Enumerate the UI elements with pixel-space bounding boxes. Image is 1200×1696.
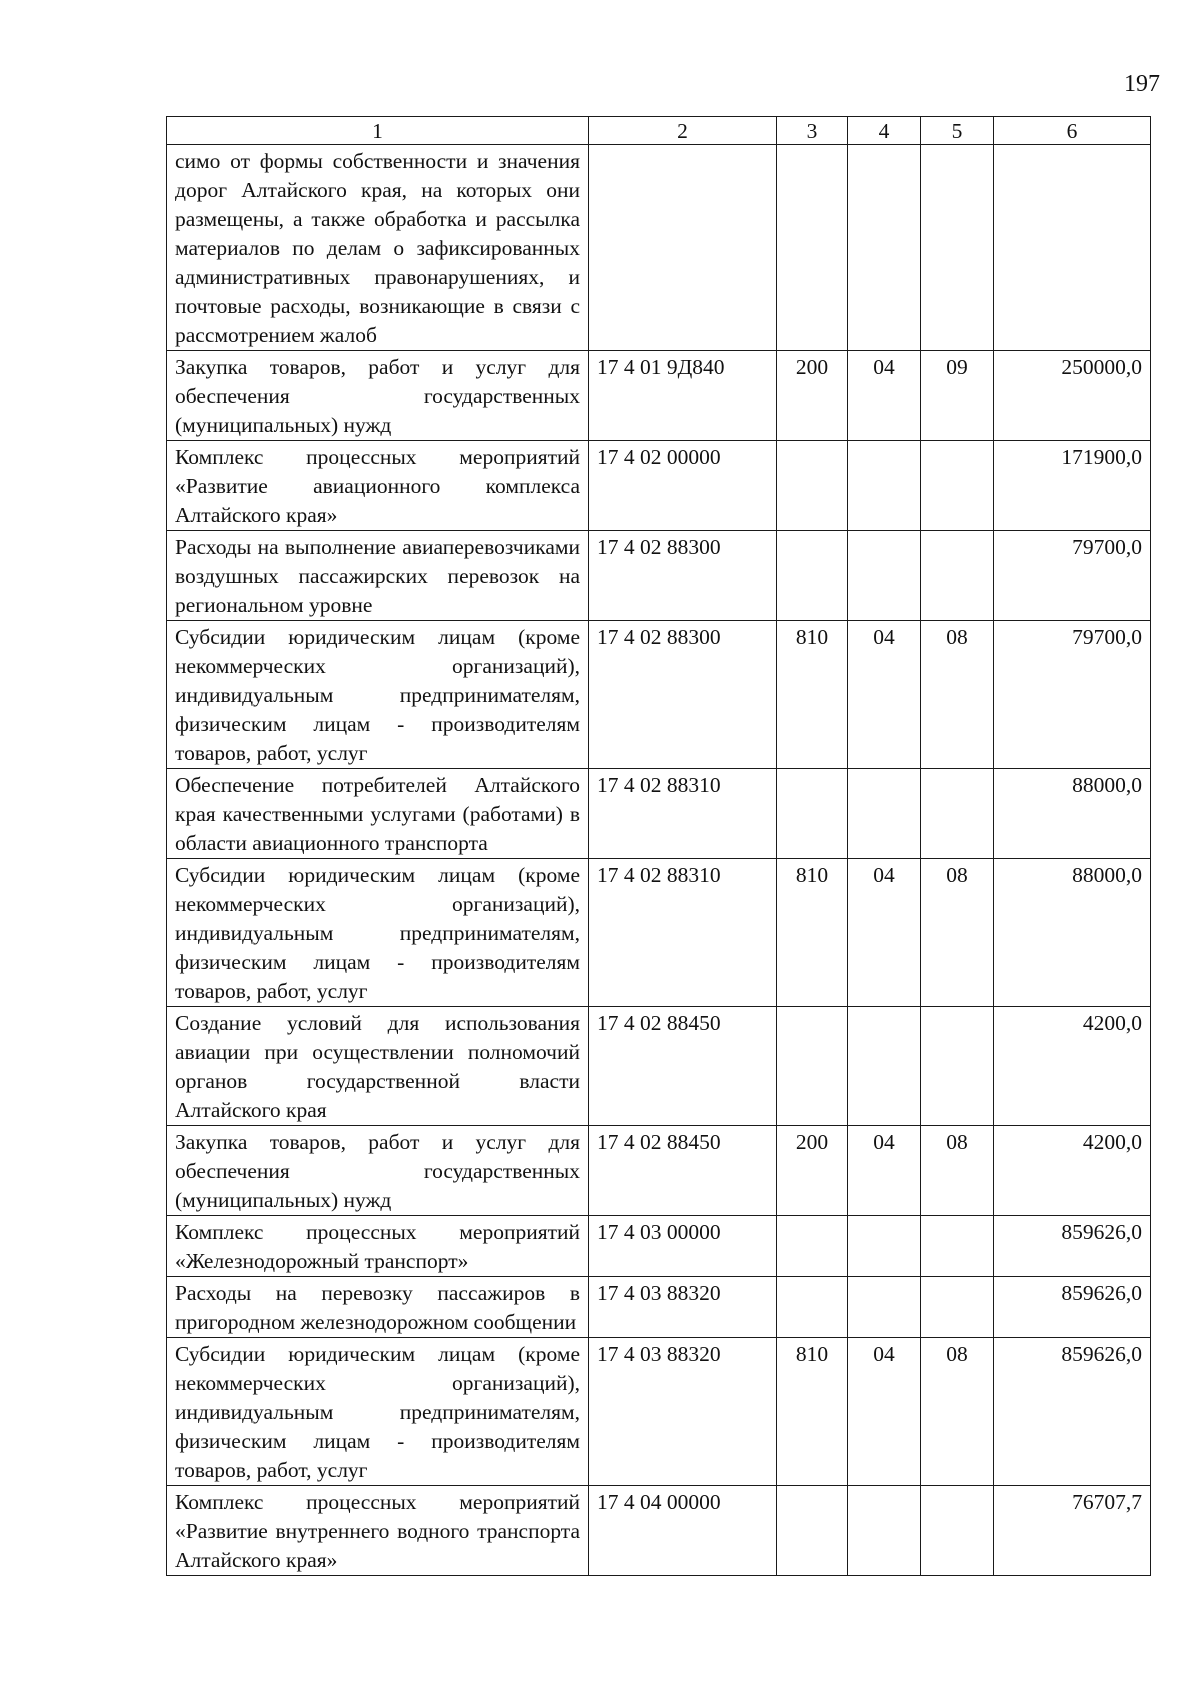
row-description: Субсидии юридическим лицам (кроме некоммерческих организаций), индивидуальным предпринимателям, физическим лицам - производителям товаров, работ, услуг [167, 1338, 589, 1486]
table-body [167, 145, 1151, 1576]
row-target-code: 17 4 03 88320 [589, 1338, 777, 1486]
row-target-code: 17 4 01 9Д840 [589, 351, 777, 441]
row-description: Субсидии юридическим лицам (кроме некоммерческих организаций), индивидуальным предпринимателям, физическим лицам - производителям товаров, работ, услуг [167, 859, 589, 1007]
row-section: 04 [848, 351, 921, 441]
row-section: 04 [848, 621, 921, 769]
table-row [167, 441, 1151, 531]
row-expense-type: 200 [777, 1126, 848, 1216]
row-expense-type [777, 769, 848, 859]
row-section [848, 1007, 921, 1126]
table-row [167, 1277, 1151, 1338]
row-description: Расходы на перевозку пассажиров в пригородном железнодорожном сообщении [167, 1277, 589, 1338]
row-section [848, 1277, 921, 1338]
row-section [848, 145, 921, 351]
header-col-5: 5 [921, 117, 994, 145]
table-row [167, 859, 1151, 1007]
row-section: 04 [848, 859, 921, 1007]
header-col-2: 2 [589, 117, 777, 145]
row-expense-type: 810 [777, 621, 848, 769]
row-expense-type [777, 441, 848, 531]
row-subsection [921, 441, 994, 531]
row-amount: 250000,0 [994, 351, 1151, 441]
table-row [167, 351, 1151, 441]
table-row [167, 1126, 1151, 1216]
row-subsection: 09 [921, 351, 994, 441]
row-amount: 859626,0 [994, 1277, 1151, 1338]
budget-table [166, 116, 1151, 1576]
row-target-code: 17 4 03 00000 [589, 1216, 777, 1277]
row-description: Субсидии юридическим лицам (кроме некоммерческих организаций), индивидуальным предпринимателям, физическим лицам - производителям товаров, работ, услуг [167, 621, 589, 769]
row-amount: 859626,0 [994, 1338, 1151, 1486]
row-expense-type [777, 1486, 848, 1576]
row-amount [994, 145, 1151, 351]
row-target-code: 17 4 04 00000 [589, 1486, 777, 1576]
row-description: Создание условий для использования авиации при осуществлении полномочий органов государственной власти Алтайского края [167, 1007, 589, 1126]
row-expense-type [777, 1007, 848, 1126]
row-amount: 4200,0 [994, 1007, 1151, 1126]
header-col-6: 6 [994, 117, 1151, 145]
row-subsection [921, 1216, 994, 1277]
row-section: 04 [848, 1126, 921, 1216]
row-section [848, 531, 921, 621]
row-target-code: 17 4 02 00000 [589, 441, 777, 531]
row-expense-type [777, 145, 848, 351]
row-target-code: 17 4 02 88310 [589, 859, 777, 1007]
row-section [848, 441, 921, 531]
row-description: Обеспечение потребителей Алтайского края качественными услугами (работами) в области авиационного транспорта [167, 769, 589, 859]
row-subsection [921, 531, 994, 621]
row-amount: 79700,0 [994, 531, 1151, 621]
row-target-code: 17 4 03 88320 [589, 1277, 777, 1338]
table-row [167, 1007, 1151, 1126]
row-subsection [921, 1486, 994, 1576]
table-header [167, 117, 1151, 145]
row-expense-type: 200 [777, 351, 848, 441]
row-target-code: 17 4 02 88450 [589, 1126, 777, 1216]
row-target-code [589, 145, 777, 351]
row-target-code: 17 4 02 88450 [589, 1007, 777, 1126]
row-description: Закупка товаров, работ и услуг для обеспечения государственных (муниципальных) нужд [167, 1126, 589, 1216]
row-subsection [921, 769, 994, 859]
row-description: Закупка товаров, работ и услуг для обеспечения государственных (муниципальных) нужд [167, 351, 589, 441]
table-row [167, 1338, 1151, 1486]
row-amount: 88000,0 [994, 859, 1151, 1007]
row-target-code: 17 4 02 88300 [589, 531, 777, 621]
row-expense-type [777, 1277, 848, 1338]
row-amount: 859626,0 [994, 1216, 1151, 1277]
header-col-1: 1 [167, 117, 589, 145]
page-number: 197 [1124, 71, 1160, 97]
header-col-4: 4 [848, 117, 921, 145]
row-section [848, 1486, 921, 1576]
row-amount: 76707,7 [994, 1486, 1151, 1576]
table-row [167, 769, 1151, 859]
row-subsection [921, 1277, 994, 1338]
row-description: симо от формы собственности и значения дорог Алтайского края, на которых они размещены, а также обработка и рассылка материалов по делам о зафиксированных административных правонарушениях, и почтовые расходы, возникающие в связи с рассмотрением жалоб [167, 145, 589, 351]
row-expense-type [777, 531, 848, 621]
table-row [167, 531, 1151, 621]
row-section: 04 [848, 1338, 921, 1486]
row-description: Комплекс процессных мероприятий «Развитие внутреннего водного транспорта Алтайского края» [167, 1486, 589, 1576]
row-target-code: 17 4 02 88300 [589, 621, 777, 769]
row-description: Комплекс процессных мероприятий «Железнодорожный транспорт» [167, 1216, 589, 1277]
row-expense-type: 810 [777, 1338, 848, 1486]
table-row [167, 1216, 1151, 1277]
header-col-3: 3 [777, 117, 848, 145]
row-amount: 88000,0 [994, 769, 1151, 859]
row-description: Комплекс процессных мероприятий «Развитие авиационного комплекса Алтайского края» [167, 441, 589, 531]
row-amount: 4200,0 [994, 1126, 1151, 1216]
row-subsection: 08 [921, 1126, 994, 1216]
row-section [848, 1216, 921, 1277]
row-expense-type: 810 [777, 859, 848, 1007]
table-row [167, 621, 1151, 769]
row-amount: 171900,0 [994, 441, 1151, 531]
row-expense-type [777, 1216, 848, 1277]
row-subsection: 08 [921, 1338, 994, 1486]
table-row [167, 1486, 1151, 1576]
row-description: Расходы на выполнение авиаперевозчиками воздушных пассажирских перевозок на региональном уровне [167, 531, 589, 621]
row-subsection: 08 [921, 859, 994, 1007]
row-section [848, 769, 921, 859]
header-row [167, 117, 1151, 145]
row-subsection: 08 [921, 621, 994, 769]
table-row [167, 145, 1151, 351]
row-target-code: 17 4 02 88310 [589, 769, 777, 859]
row-subsection [921, 1007, 994, 1126]
row-amount: 79700,0 [994, 621, 1151, 769]
row-subsection [921, 145, 994, 351]
